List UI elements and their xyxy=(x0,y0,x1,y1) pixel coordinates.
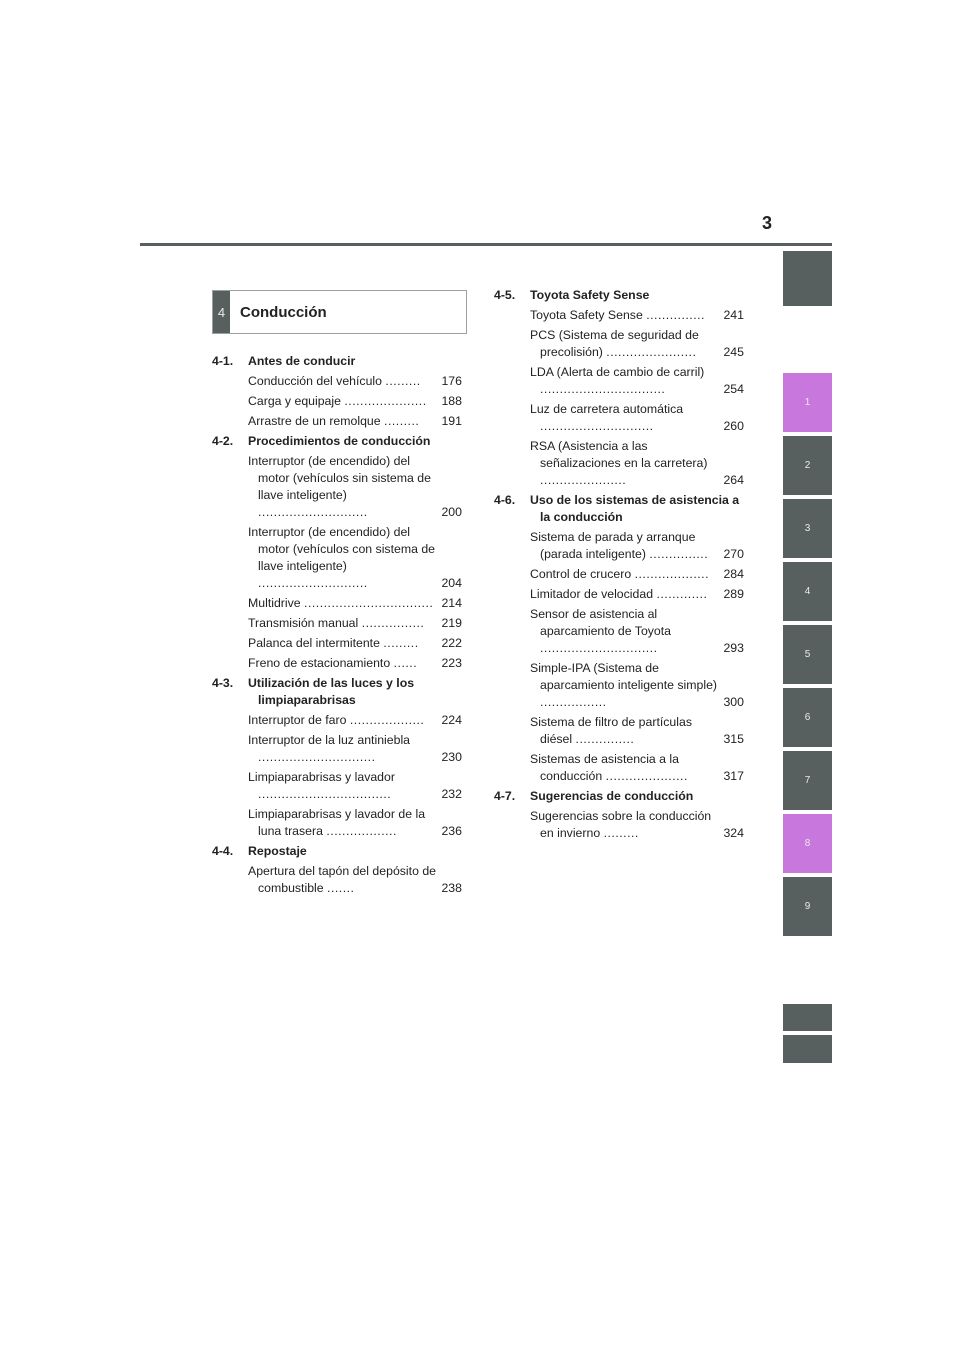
section-title: Conducción xyxy=(240,303,327,321)
toc-entry-page: 224 xyxy=(441,713,462,727)
toc-leader-dots: ................................. xyxy=(304,596,434,610)
chapter-tab[interactable] xyxy=(783,251,832,306)
toc-entry-text: Sistema de parada y arranque (parada inteligente) xyxy=(530,530,696,561)
section-number: 4 xyxy=(213,291,230,333)
chapter-tab-5[interactable]: 5 xyxy=(783,625,832,684)
toc-leader-dots: ................... xyxy=(634,567,709,581)
toc-entry[interactable] xyxy=(530,438,744,489)
toc-leader-dots: ......... xyxy=(384,414,420,428)
toc-leader-dots: ....................... xyxy=(606,345,697,359)
toc-entry-text: Simple-IPA (Sistema de aparcamiento inteligente simple) xyxy=(530,661,718,692)
toc-entry-page: 254 xyxy=(723,382,744,396)
toc-entry-page: 245 xyxy=(723,345,744,359)
toc-entry-text: Conducción del vehículo xyxy=(248,374,386,388)
toc-entry-label xyxy=(530,660,721,711)
toc-group-title: Uso de los sistemas de asistencia a la conducción xyxy=(530,493,740,524)
toc-leader-dots: ............................. xyxy=(540,419,654,433)
toc-entry-text: Apertura del tapón del depósito de combustible xyxy=(248,864,437,895)
toc-entry-label xyxy=(248,373,439,390)
toc-entry-text: Interruptor de la luz antiniebla xyxy=(248,733,411,747)
toc-group-number: 4-6. xyxy=(494,493,516,507)
toc-entry-label xyxy=(248,655,439,672)
toc-entry-label xyxy=(248,635,439,652)
toc-entry-text: Multidrive xyxy=(248,596,305,610)
toc-group-number: 4-7. xyxy=(494,789,516,803)
toc-entry-page: 300 xyxy=(723,695,744,709)
chapter-tab-7[interactable]: 7 xyxy=(783,751,832,810)
toc-entry[interactable] xyxy=(248,393,462,410)
toc-group-heading[interactable] xyxy=(494,492,744,526)
toc-group-title: Utilización de las luces y los limpiaparabrisas xyxy=(248,676,415,707)
toc-entry-label xyxy=(530,606,721,657)
toc-entry-text: Transmisión manual xyxy=(248,616,362,630)
toc-group xyxy=(212,843,462,897)
toc-group-heading[interactable] xyxy=(494,287,744,304)
toc-group xyxy=(212,353,462,430)
toc-entry[interactable] xyxy=(248,413,462,430)
toc-entry-text: Sistema de filtro de partículas diésel xyxy=(530,715,692,746)
toc-entry[interactable] xyxy=(248,524,462,592)
toc-entry-text: PCS (Sistema de seguridad de precolisión) xyxy=(530,328,699,359)
toc-leader-dots: ................... xyxy=(349,713,425,727)
toc-entry-label xyxy=(530,438,721,489)
toc-entry[interactable] xyxy=(530,586,744,603)
toc-group-number: 4-1. xyxy=(212,354,234,368)
toc-entry[interactable] xyxy=(530,808,744,842)
toc-entry-label xyxy=(248,769,439,803)
toc-entry-page: 222 xyxy=(441,636,462,650)
chapter-tab-3[interactable]: 3 xyxy=(783,499,832,558)
toc-leader-dots: .................. xyxy=(326,824,397,838)
toc-entry-text: Arrastre de un remolque xyxy=(248,414,385,428)
page-number: 3 xyxy=(762,213,773,233)
toc-entry-page: 188 xyxy=(441,394,462,408)
toc-entry-text: Sensor de asistencia al aparcamiento de Toyota xyxy=(530,607,672,638)
toc-entry-page: 260 xyxy=(723,419,744,433)
toc-entry-text: Carga y equipaje xyxy=(248,394,345,408)
toc-group-title: Toyota Safety Sense xyxy=(530,288,650,302)
toc-leader-dots: ...................... xyxy=(540,473,627,487)
toc-group-heading[interactable] xyxy=(212,675,462,709)
toc-entry-label xyxy=(530,751,721,785)
toc-entry-text: Sugerencias sobre la conducción en invierno xyxy=(530,809,712,840)
toc-entry-text: Palanca del intermitente xyxy=(248,636,384,650)
toc-entry-page: 232 xyxy=(441,787,462,801)
toc-leader-dots: ......... xyxy=(383,636,419,650)
chapter-tab-9[interactable]: 9 xyxy=(783,877,832,936)
toc-right-column xyxy=(494,287,744,845)
toc-entry-text: Luz de carretera automática xyxy=(530,402,684,416)
toc-entry[interactable] xyxy=(530,401,744,435)
toc-entry[interactable] xyxy=(530,566,744,583)
toc-entry-label xyxy=(530,714,721,748)
toc-entry[interactable] xyxy=(248,769,462,803)
toc-entry-label xyxy=(530,364,721,398)
chapter-tab-4[interactable]: 4 xyxy=(783,562,832,621)
toc-group-title: Procedimientos de conducción xyxy=(248,434,431,448)
toc-entry-page: 238 xyxy=(441,881,462,895)
toc-leader-dots: ..................... xyxy=(605,769,688,783)
toc-group-heading[interactable] xyxy=(494,788,744,805)
chapter-tab-6[interactable]: 6 xyxy=(783,688,832,747)
toc-entry[interactable] xyxy=(248,373,462,390)
toc-entry-page: 223 xyxy=(441,656,462,670)
toc-entry-page: 317 xyxy=(723,769,744,783)
toc-leader-dots: .............................. xyxy=(258,750,376,764)
toc-entry-text: RSA (Asistencia a las señalizaciones en la carretera) xyxy=(530,439,708,470)
toc-entry-label xyxy=(530,529,721,563)
toc-group-heading[interactable] xyxy=(212,843,462,860)
top-rule xyxy=(140,243,832,246)
toc-entry-page: 289 xyxy=(723,587,744,601)
toc-entry-page: 236 xyxy=(441,824,462,838)
toc-leader-dots: .............................. xyxy=(540,641,658,655)
toc-entry[interactable] xyxy=(248,806,462,840)
toc-entry-page: 264 xyxy=(723,473,744,487)
section-header xyxy=(212,290,467,334)
toc-entry[interactable] xyxy=(248,712,462,729)
toc-entry-text: Sistemas de asistencia a la conducción xyxy=(530,752,680,783)
toc-entry-label xyxy=(530,808,721,842)
toc-entry-label xyxy=(248,413,439,430)
toc-entry[interactable] xyxy=(248,615,462,632)
toc-entry[interactable] xyxy=(248,595,462,612)
toc-group xyxy=(212,675,462,840)
toc-entry-text: Freno de estacionamiento xyxy=(248,656,394,670)
toc-group-title: Sugerencias de conducción xyxy=(530,789,694,803)
toc-entry-label xyxy=(248,453,439,521)
toc-entry-page: 324 xyxy=(723,826,744,840)
toc-leader-dots: ............................ xyxy=(258,576,368,590)
toc-entry-text: Interruptor (de encendido) del motor (vehículos sin sistema de llave inteligente) xyxy=(248,454,431,502)
toc-entry-label xyxy=(248,595,439,612)
toc-entry-label xyxy=(530,307,721,324)
toc-entry[interactable] xyxy=(530,660,744,711)
toc-leader-dots: ............................ xyxy=(258,505,368,519)
toc-leader-dots: ......... xyxy=(385,374,421,388)
toc-entry-label xyxy=(530,566,721,583)
toc-group-number: 4-2. xyxy=(212,434,234,448)
toc-entry[interactable] xyxy=(530,751,744,785)
toc-entry[interactable] xyxy=(530,714,744,748)
toc-entry-page: 176 xyxy=(441,374,462,388)
toc-entry-label xyxy=(248,712,439,729)
toc-entry-label xyxy=(248,732,439,766)
toc-leader-dots: ......... xyxy=(603,826,639,840)
toc-group xyxy=(494,287,744,489)
toc-entry[interactable] xyxy=(530,606,744,657)
toc-entry-text: LDA (Alerta de cambio de carril) xyxy=(530,365,705,379)
toc-group-number: 4-3. xyxy=(212,676,234,690)
toc-entry[interactable] xyxy=(248,863,462,897)
toc-entry-page: 230 xyxy=(441,750,462,764)
toc-entry-page: 219 xyxy=(441,616,462,630)
chapter-tab-2[interactable]: 2 xyxy=(783,436,832,495)
toc-entry-text: Limpiaparabrisas y lavador de la luna trasera xyxy=(248,807,426,838)
chapter-tab-8[interactable]: 8 xyxy=(783,814,832,873)
toc-entry-page: 284 xyxy=(723,567,744,581)
toc-entry-page: 293 xyxy=(723,641,744,655)
toc-entry[interactable] xyxy=(248,732,462,766)
toc-leader-dots: ............... xyxy=(649,547,709,561)
chapter-tab[interactable] xyxy=(783,1035,832,1063)
toc-leader-dots: .................................. xyxy=(258,787,392,801)
toc-entry-label xyxy=(530,327,721,361)
chapter-tab-1[interactable]: 1 xyxy=(783,373,832,432)
toc-entry-text: Control de crucero xyxy=(530,567,635,581)
toc-entry[interactable] xyxy=(248,453,462,521)
toc-leader-dots: ....... xyxy=(327,881,355,895)
toc-entry-page: 241 xyxy=(723,308,744,322)
toc-leader-dots: ...... xyxy=(393,656,418,670)
toc-leader-dots: ................................ xyxy=(540,382,666,396)
toc-entry-page: 315 xyxy=(723,732,744,746)
toc-entry-label xyxy=(530,586,721,603)
chapter-tab[interactable] xyxy=(783,1004,832,1031)
toc-entry-label xyxy=(248,524,439,592)
toc-entry-text: Interruptor de faro xyxy=(248,713,350,727)
toc-entry[interactable] xyxy=(530,327,744,361)
toc-entry-text: Limitador de velocidad xyxy=(530,587,657,601)
toc-entry-label xyxy=(248,863,439,897)
toc-group-heading[interactable] xyxy=(212,433,462,450)
toc-entry-page: 270 xyxy=(723,547,744,561)
toc-group xyxy=(494,788,744,842)
toc-group-title: Antes de conducir xyxy=(248,354,356,368)
toc-entry-text: Interruptor (de encendido) del motor (vehículos con sistema de llave inteligente) xyxy=(248,525,436,573)
toc-entry[interactable] xyxy=(530,529,744,563)
toc-entry[interactable] xyxy=(248,635,462,652)
toc-entry-label xyxy=(530,401,721,435)
toc-entry-label xyxy=(248,615,439,632)
toc-entry-text: Limpiaparabrisas y lavador xyxy=(248,770,395,784)
toc-leader-dots: ..................... xyxy=(344,394,427,408)
toc-leader-dots: ............. xyxy=(656,587,708,601)
toc-entry-page: 204 xyxy=(441,576,462,590)
toc-entry[interactable] xyxy=(530,364,744,398)
toc-entry-page: 214 xyxy=(441,596,462,610)
toc-group-title: Repostaje xyxy=(248,844,307,858)
toc-group xyxy=(494,492,744,785)
toc-group-number: 4-4. xyxy=(212,844,234,858)
toc-left-column xyxy=(212,353,462,900)
toc-entry-page: 200 xyxy=(441,505,462,519)
toc-entry-text: Toyota Safety Sense xyxy=(530,308,647,322)
toc-entry-label xyxy=(248,393,439,410)
toc-entry-label xyxy=(248,806,439,840)
toc-group-heading[interactable] xyxy=(212,353,462,370)
toc-entry-page: 191 xyxy=(441,414,462,428)
toc-leader-dots: ................. xyxy=(540,695,607,709)
toc-leader-dots: ................ xyxy=(361,616,425,630)
toc-entry[interactable] xyxy=(248,655,462,672)
toc-group xyxy=(212,433,462,672)
toc-group-number: 4-5. xyxy=(494,288,516,302)
toc-leader-dots: ............... xyxy=(646,308,705,322)
toc-leader-dots: ............... xyxy=(575,732,635,746)
toc-entry[interactable] xyxy=(530,307,744,324)
